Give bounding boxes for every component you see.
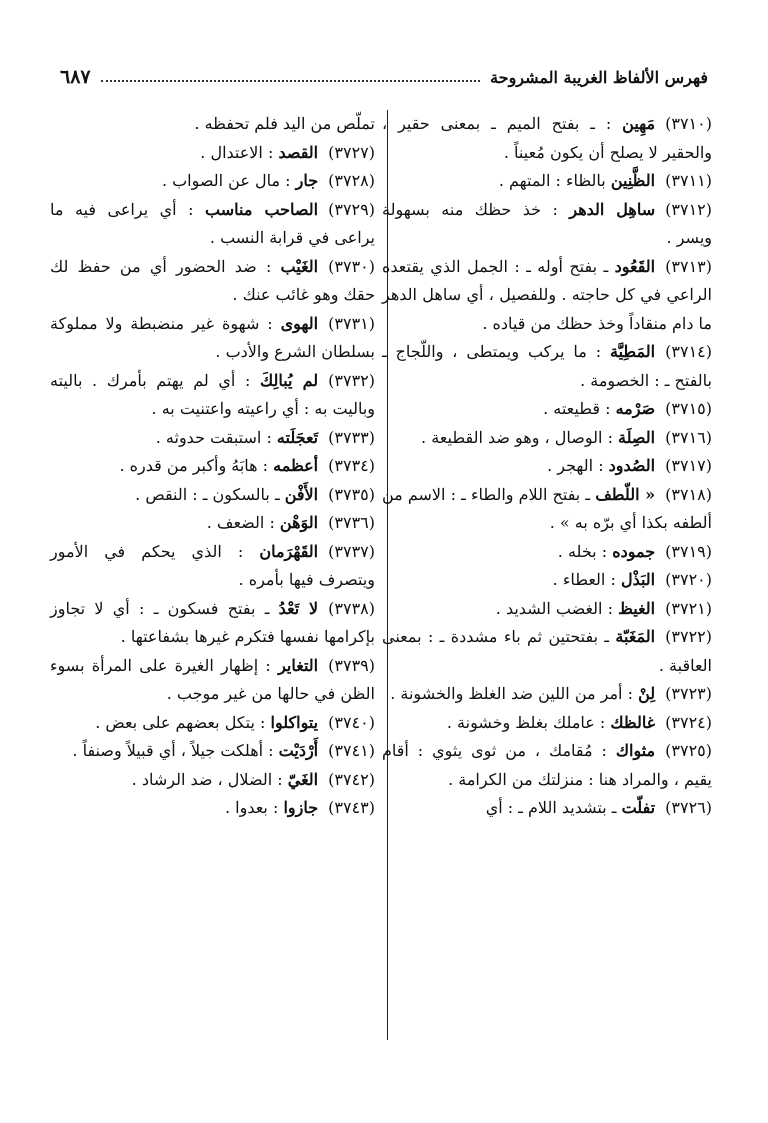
glossary-entry (382, 338, 712, 395)
entry-number: (٣٧٢٥) (665, 741, 712, 760)
entry-headword: جموده (612, 541, 656, 561)
entry-number: (٣٧٣٥) (328, 484, 375, 504)
entry-headword: لا تَعْدُ (278, 598, 319, 618)
glossary-entry (382, 709, 712, 738)
entry-number: (٣٧٣٨) (328, 598, 376, 618)
header-leader-dots (101, 80, 480, 82)
entry-number: (٣٧١٩) (665, 541, 712, 561)
entry-headword: لم يُبالِكَ (259, 370, 319, 390)
entry-number: (٣٧٣٧) (328, 541, 375, 561)
entry-number: (٣٧١٣) (665, 256, 712, 276)
entry-headword: المَطِيَّة (610, 342, 656, 361)
entry-definition: ـ بتشديد اللام ـ : أي (485, 798, 617, 817)
entry-number: (٣٧٣١) (328, 313, 375, 333)
glossary-entry (382, 538, 712, 567)
entry-number: (٣٧٢٢) (665, 627, 712, 646)
entry-number: (٣٧٣٣) (328, 427, 375, 447)
entry-definition: : يتكل بعضهم على بعض . (95, 712, 266, 732)
entry-number: (٣٧٣٦) (328, 513, 375, 532)
entry-headword: الصاحب مناسب (205, 199, 319, 219)
glossary-entry (50, 310, 375, 367)
glossary-entry (50, 196, 375, 253)
entry-definition: : الهجر . (547, 456, 604, 475)
entry-number: (٣٧١٦) (665, 427, 712, 447)
glossary-entry (50, 652, 375, 709)
glossary-entry (50, 509, 375, 538)
glossary-entry (50, 709, 375, 738)
entry-definition: : خذ حظك منه بسهولة ويسر . (382, 199, 712, 247)
glossary-entry (382, 253, 712, 339)
entry-number: (٣٧٢٠) (665, 570, 712, 589)
entry-headword: الهوى (280, 313, 319, 333)
running-title: فهرس الألفاظ الغريبة المشروحة (490, 67, 708, 87)
entry-number: (٣٧٣٤) (328, 456, 375, 475)
entry-headword: الغَيّ (287, 769, 319, 789)
entry-number: (٣٧٢٧) (328, 142, 375, 162)
entry-definition: تملّص من اليد فلم تحفظه . (194, 114, 375, 133)
entry-number: (٣٧٢٣) (665, 684, 712, 703)
glossary-entry (382, 566, 712, 595)
entry-number: (٣٧١٤) (665, 342, 712, 361)
entry-number: (٣٧٢٩) (328, 199, 375, 219)
entry-definition: : الضعف . (206, 513, 275, 532)
entry-definition: : بعدوا . (224, 798, 279, 817)
glossary-entry (382, 110, 712, 167)
entry-headword: مثواك (615, 741, 656, 760)
entry-definition: : أمر من اللين ضد الغلظ والخشونة . (390, 684, 633, 703)
entry-headword: ساهِل الدهر (569, 199, 656, 219)
entry-definition: : مُقامك ، من ثوى يثوي : أقام يقيم ، والمراد هنا : منزلتك من الكرامة . (382, 741, 712, 789)
entry-headword: البَذْل (620, 570, 656, 589)
entry-headword: يتواكلوا (270, 712, 319, 732)
entry-definition: : الاعتدال . (200, 142, 274, 162)
entry-definition: : أي لم يهتم بأمرك . باليته وباليت به : أي راعيته واعتنيت به . (50, 370, 375, 418)
entry-headword: أَرْدَيْت (278, 741, 319, 760)
entry-headword: الصُدود (608, 456, 656, 475)
glossary-entry (50, 367, 375, 424)
glossary-entry (50, 766, 375, 795)
entry-definition: ـ بفتحتين ثم باء مشددة ـ : بمعنى العاقبة . (382, 627, 712, 675)
glossary-entry (382, 623, 712, 680)
entry-definition: : ضد الحضور أي من حفظ لك حقك وهو غائب عنك . (50, 256, 375, 304)
glossary-entry (50, 139, 375, 168)
glossary-entry (382, 424, 712, 453)
entry-headword: الوَهْن (279, 513, 319, 532)
entry-definition: : قطيعته . (543, 399, 611, 418)
entry-definition: ـ بفتح أوله ـ : الجمل الذي يقتعده الراعي في كل حاجته . وللفصيل ، أي ساهل الدهر ما دام منقاداً وخذ حظك من قياده . (382, 256, 712, 333)
entry-headword: الغيظ (618, 598, 656, 618)
page-number: ٦٨٧ (60, 66, 91, 88)
entry-number: (٣٧١١) (665, 171, 712, 190)
entry-number: (٣٧٤٣) (328, 798, 375, 817)
entry-headword: الظَّنِين (610, 171, 656, 190)
glossary-entry (382, 794, 712, 823)
glossary-entry (50, 481, 375, 510)
entry-number: (٣٧١٠) (665, 114, 712, 133)
left-column (50, 110, 375, 823)
entry-number: (٣٧٤٠) (328, 712, 375, 732)
entry-headword: أعظمه (273, 456, 319, 475)
entry-definition: : الوصال ، وهو ضد القطيعة . (421, 427, 613, 447)
glossary-entry (382, 167, 712, 196)
entry-number: (٣٧١٨) (665, 484, 713, 504)
entry-headword: غالظك (610, 712, 656, 732)
glossary-entry (50, 737, 375, 766)
entry-number: (٣٧٢١) (665, 598, 712, 618)
glossary-entry (382, 452, 712, 481)
entry-headword: الصِلَة (618, 427, 656, 447)
page-header (60, 62, 708, 92)
entry-headword: القصد (278, 142, 319, 162)
entry-definition: بالظاء : المتهم . (498, 171, 606, 190)
entry-definition: : شهوة غير منضبطة ولا مملوكة بسلطان الشرع والأدب . (50, 313, 375, 361)
glossary-entry (50, 167, 375, 196)
entry-number: (٣٧٤٢) (328, 769, 375, 789)
glossary-entry (50, 538, 375, 595)
glossary-entry (382, 481, 712, 538)
entry-definition: : الغضب الشديد . (495, 598, 613, 618)
entry-number: (٣٧٢٦) (665, 798, 712, 817)
glossary-entry (382, 196, 712, 253)
glossary-entry (50, 794, 375, 823)
glossary-entry (50, 595, 375, 652)
glossary-entry (50, 253, 375, 310)
entry-definition: : هابَهُ وأكبر من قدره . (119, 456, 269, 475)
entry-definition: ـ بفتح اللام والطاء ـ : الاسم من ألطفه بكذا أي برّه به » . (382, 484, 712, 532)
right-column (382, 110, 712, 823)
entry-number: (٣٧١٥) (665, 399, 712, 418)
entry-definition: : الضلال ، ضد الرشاد . (131, 769, 283, 789)
entry-headword: صَرْمه (615, 399, 656, 418)
glossary-entry (382, 595, 712, 624)
entry-headword: المَغَبّة (615, 627, 656, 646)
entry-definition: ـ بالسكون ـ : النقص . (135, 484, 280, 504)
entry-headword: الأَفْن (284, 484, 319, 504)
entry-definition: : العطاء . (552, 570, 616, 589)
entry-number: (٣٧٣٠) (328, 256, 375, 276)
entry-number: (٣٧٣٩) (328, 655, 375, 675)
entry-number: (٣٧٤١) (328, 741, 375, 760)
entry-headword: جار (295, 171, 319, 190)
entry-definition: : أهلكت جيلاً ، أي قبيلاً وصنفاً . (72, 741, 274, 760)
entry-headword: « اللّطف (595, 484, 656, 504)
entry-definition: : ـ بفتح الميم ـ بمعنى حقير ، والحقير لا يصلح أن يكون مُعيناً . (382, 114, 712, 162)
entry-headword: مَهِين (622, 114, 656, 133)
entry-number: (٣٧٢٨) (328, 171, 375, 190)
glossary-entry (382, 395, 712, 424)
entry-headword: الغَيْب (280, 256, 319, 276)
glossary-entry (382, 737, 712, 794)
entry-number: (٣٧١٢) (665, 199, 713, 219)
entry-number: (٣٧٢٤) (665, 712, 712, 732)
entry-definition: : استبقت حدوثه . (155, 427, 272, 447)
entry-headword: القَهْرَمان (259, 541, 319, 561)
entry-definition: : أي يراعى فيه ما يراعى في قرابة النسب . (50, 199, 375, 247)
entry-headword: تَعجَلَته (276, 427, 319, 447)
entry-headword: التغاير (278, 655, 319, 675)
glossary-entry (50, 452, 375, 481)
entry-number: (٣٧٣٢) (328, 370, 376, 390)
entry-definition: : ما يركب ويمتطى ، واللّجاج ـ بالفتح ـ : الخصومة . (382, 342, 712, 390)
entry-headword: لِنْ (638, 684, 656, 703)
entry-definition: : عاملك بغلظ وخشونة . (446, 712, 606, 732)
entry-definition: : بخله . (557, 541, 608, 561)
glossary-entry (50, 424, 375, 453)
entry-headword: القَعُود (614, 256, 656, 276)
entry-headword: جازوا (283, 798, 319, 817)
entry-definition: : إظهار الغيرة على المرأة بسوء الظن في حالها من غير موجب . (50, 655, 375, 703)
entry-headword: تفلّت (621, 798, 656, 817)
entry-definition: : مال عن الصواب . (161, 171, 291, 190)
glossary-entry (50, 110, 375, 139)
entry-definition: ـ بفتح فسكون ـ : أي لا تجاوز بإكرامها نفسها فتكرم غيرها بشفاعتها . (50, 598, 375, 646)
entry-number: (٣٧١٧) (665, 456, 712, 475)
entry-definition: : الذي يحكم في الأمور ويتصرف فيها بأمره . (50, 541, 375, 589)
glossary-entry (382, 680, 712, 709)
